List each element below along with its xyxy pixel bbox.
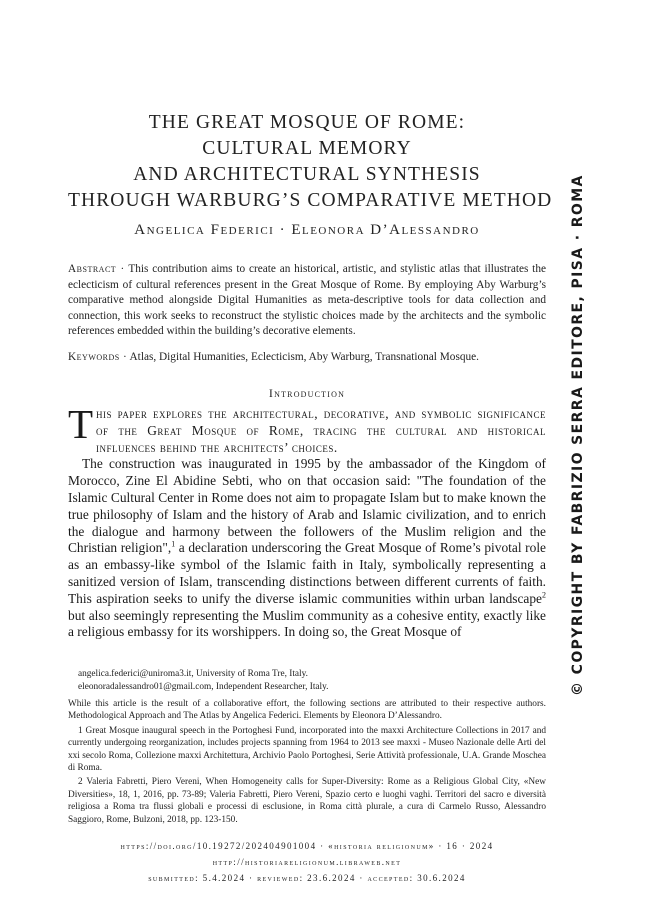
affiliation: eleonoradalessandro01@gmail.com, Independent Researcher, Italy. [78, 681, 329, 692]
article-title [68, 110, 553, 214]
paragraph [68, 456, 546, 641]
title-line: THE GREAT MOSQUE OF ROME: [148, 112, 466, 133]
abstract-text: This contribution aims to create an historical, artistic, and stylistic atlas that illustrates the eclecticism of cultural references present in the Great Mosque of Rome. By employing Aby Warburg’s comparative method alongside Digital Humanities as meta-descriptive tools for data collection and connection, this work seeks to reconstruct the stylistic choices made by the architects and the symbolic references embedded within the building’s decorative elements. [68, 263, 546, 337]
keywords [68, 350, 546, 365]
affiliation: angelica.federici@uniroma3.it, University of Roma Tre, Italy. [78, 669, 308, 679]
copyright-text: © COPYRIGHT BY FABRIZIO SERRA EDITORE, PISA · ROMA [570, 174, 586, 696]
footnote-2: 2 Valeria Fabretti, Piero Vereni, When Homogeneity calls for Super-Diversity: Rome as a Religious Global City, «New Diversities», 18, 1, 2016, pp. 73-89; Valeria Fabretti, Piero Vereni, Spazio certo e luoghi vaghi. Territori del sacro e diversità religiosa a Roma tra flussi globali e processi di esclusione, in Roma città plurale, a cura di Carmelo Russo, Alessandro Saggioro, Rome, Bulzoni, 2018, pp. 123-150. [68, 777, 546, 825]
abstract [68, 262, 546, 340]
keywords-label: Keywords · [68, 351, 128, 363]
paragraph-text: but also seemingly representing the Muslim community as a cohesive entity, exactly like a religious embassy for its worshippers. In doing so, the Great Mosque of [68, 607, 546, 640]
footnote-ref-2[interactable]: 2 [542, 590, 546, 600]
abstract-label: Abstract · [68, 263, 125, 275]
footnote-1: 1 Great Mosque inaugural speech in the Portoghesi Fund, incorporated into the maxxi Architecture Collections in 2017 and currently undergoing reorganization, includes projects spanning from 1964 to 2013 see maxxi - Museo Nazionale delle Arti del xxi secolo Roma, Collezione maxxi Architettura, Archivio Paolo Portoghesi, Serie Attività professionale, U.A. Grande Moschea di Roma. [68, 725, 546, 774]
title-line: AND ARCHITECTURAL SYNTHESIS [133, 164, 481, 185]
title-line: CULTURAL MEMORY [202, 138, 412, 159]
author-list: Angelica Federici · Eleonora D’Alessandro [134, 222, 480, 238]
section-heading-introduction: Introduction [268, 386, 346, 400]
footnote-ref-1[interactable]: 1 [171, 539, 176, 549]
title-line: THROUGH WARBURG’S COMPARATIVE METHOD [68, 190, 553, 211]
paragraph-text: The construction was inaugurated in 1995 by the ambassador of the Kingdom of Morocco, Zine El Abidine Sebti, who on that occasion said: "The foundation of the Islamic Cultural Center in Rome does not aim to propagate Islam but to make known the true philosophy of Islam and the history of Arab and Islamic civilization, and to enrich the dialogue and harmony between the followers of the Muslim religion and the Christian religion", [68, 456, 546, 556]
collaboration-note: While this article is the result of a collaborative effort, the following sections are attributed to their respective authors. Methodological Approach and The Atlas by Angelica Federici. Elements by Eleonora D’Alessandro. [68, 699, 546, 722]
body-text [68, 401, 546, 641]
footnotes [68, 698, 546, 828]
journal-url[interactable]: http://historiareligionum.libraweb.net [212, 857, 402, 867]
submission-dates: submitted: 5.4.2024 · reviewed: 23.6.2024 · accepted: 30.6.2024 [148, 873, 466, 883]
drop-cap: T [68, 401, 94, 447]
article-page [68, 0, 553, 922]
copyright-notice [570, 174, 592, 696]
paragraph-text: a declaration underscoring the Great Mosque of Rome’s pivotal role as an embassy-like symbol of the Islamic faith in Italy, symbolically representing a sanitized version of Islam, transcending distinctions between different currents of faith. This aspiration seeks to unify the diverse islamic communities within urban landscape [68, 540, 546, 606]
paragraph-text: his paper explores the architectural, decorative, and symbolic significance of the Great Mosque of Rome, tracing the cultural and historical influences behind the architects’ choices. [96, 406, 546, 455]
doi-line[interactable]: https://doi.org/10.19272/202404901004 · «historia religionum» · 16 · 2024 [120, 841, 494, 851]
keywords-text: Atlas, Digital Humanities, Eclecticism, Aby Warburg, Transnational Mosque. [129, 351, 479, 363]
author-affiliations [78, 668, 546, 694]
paragraph [68, 401, 546, 456]
